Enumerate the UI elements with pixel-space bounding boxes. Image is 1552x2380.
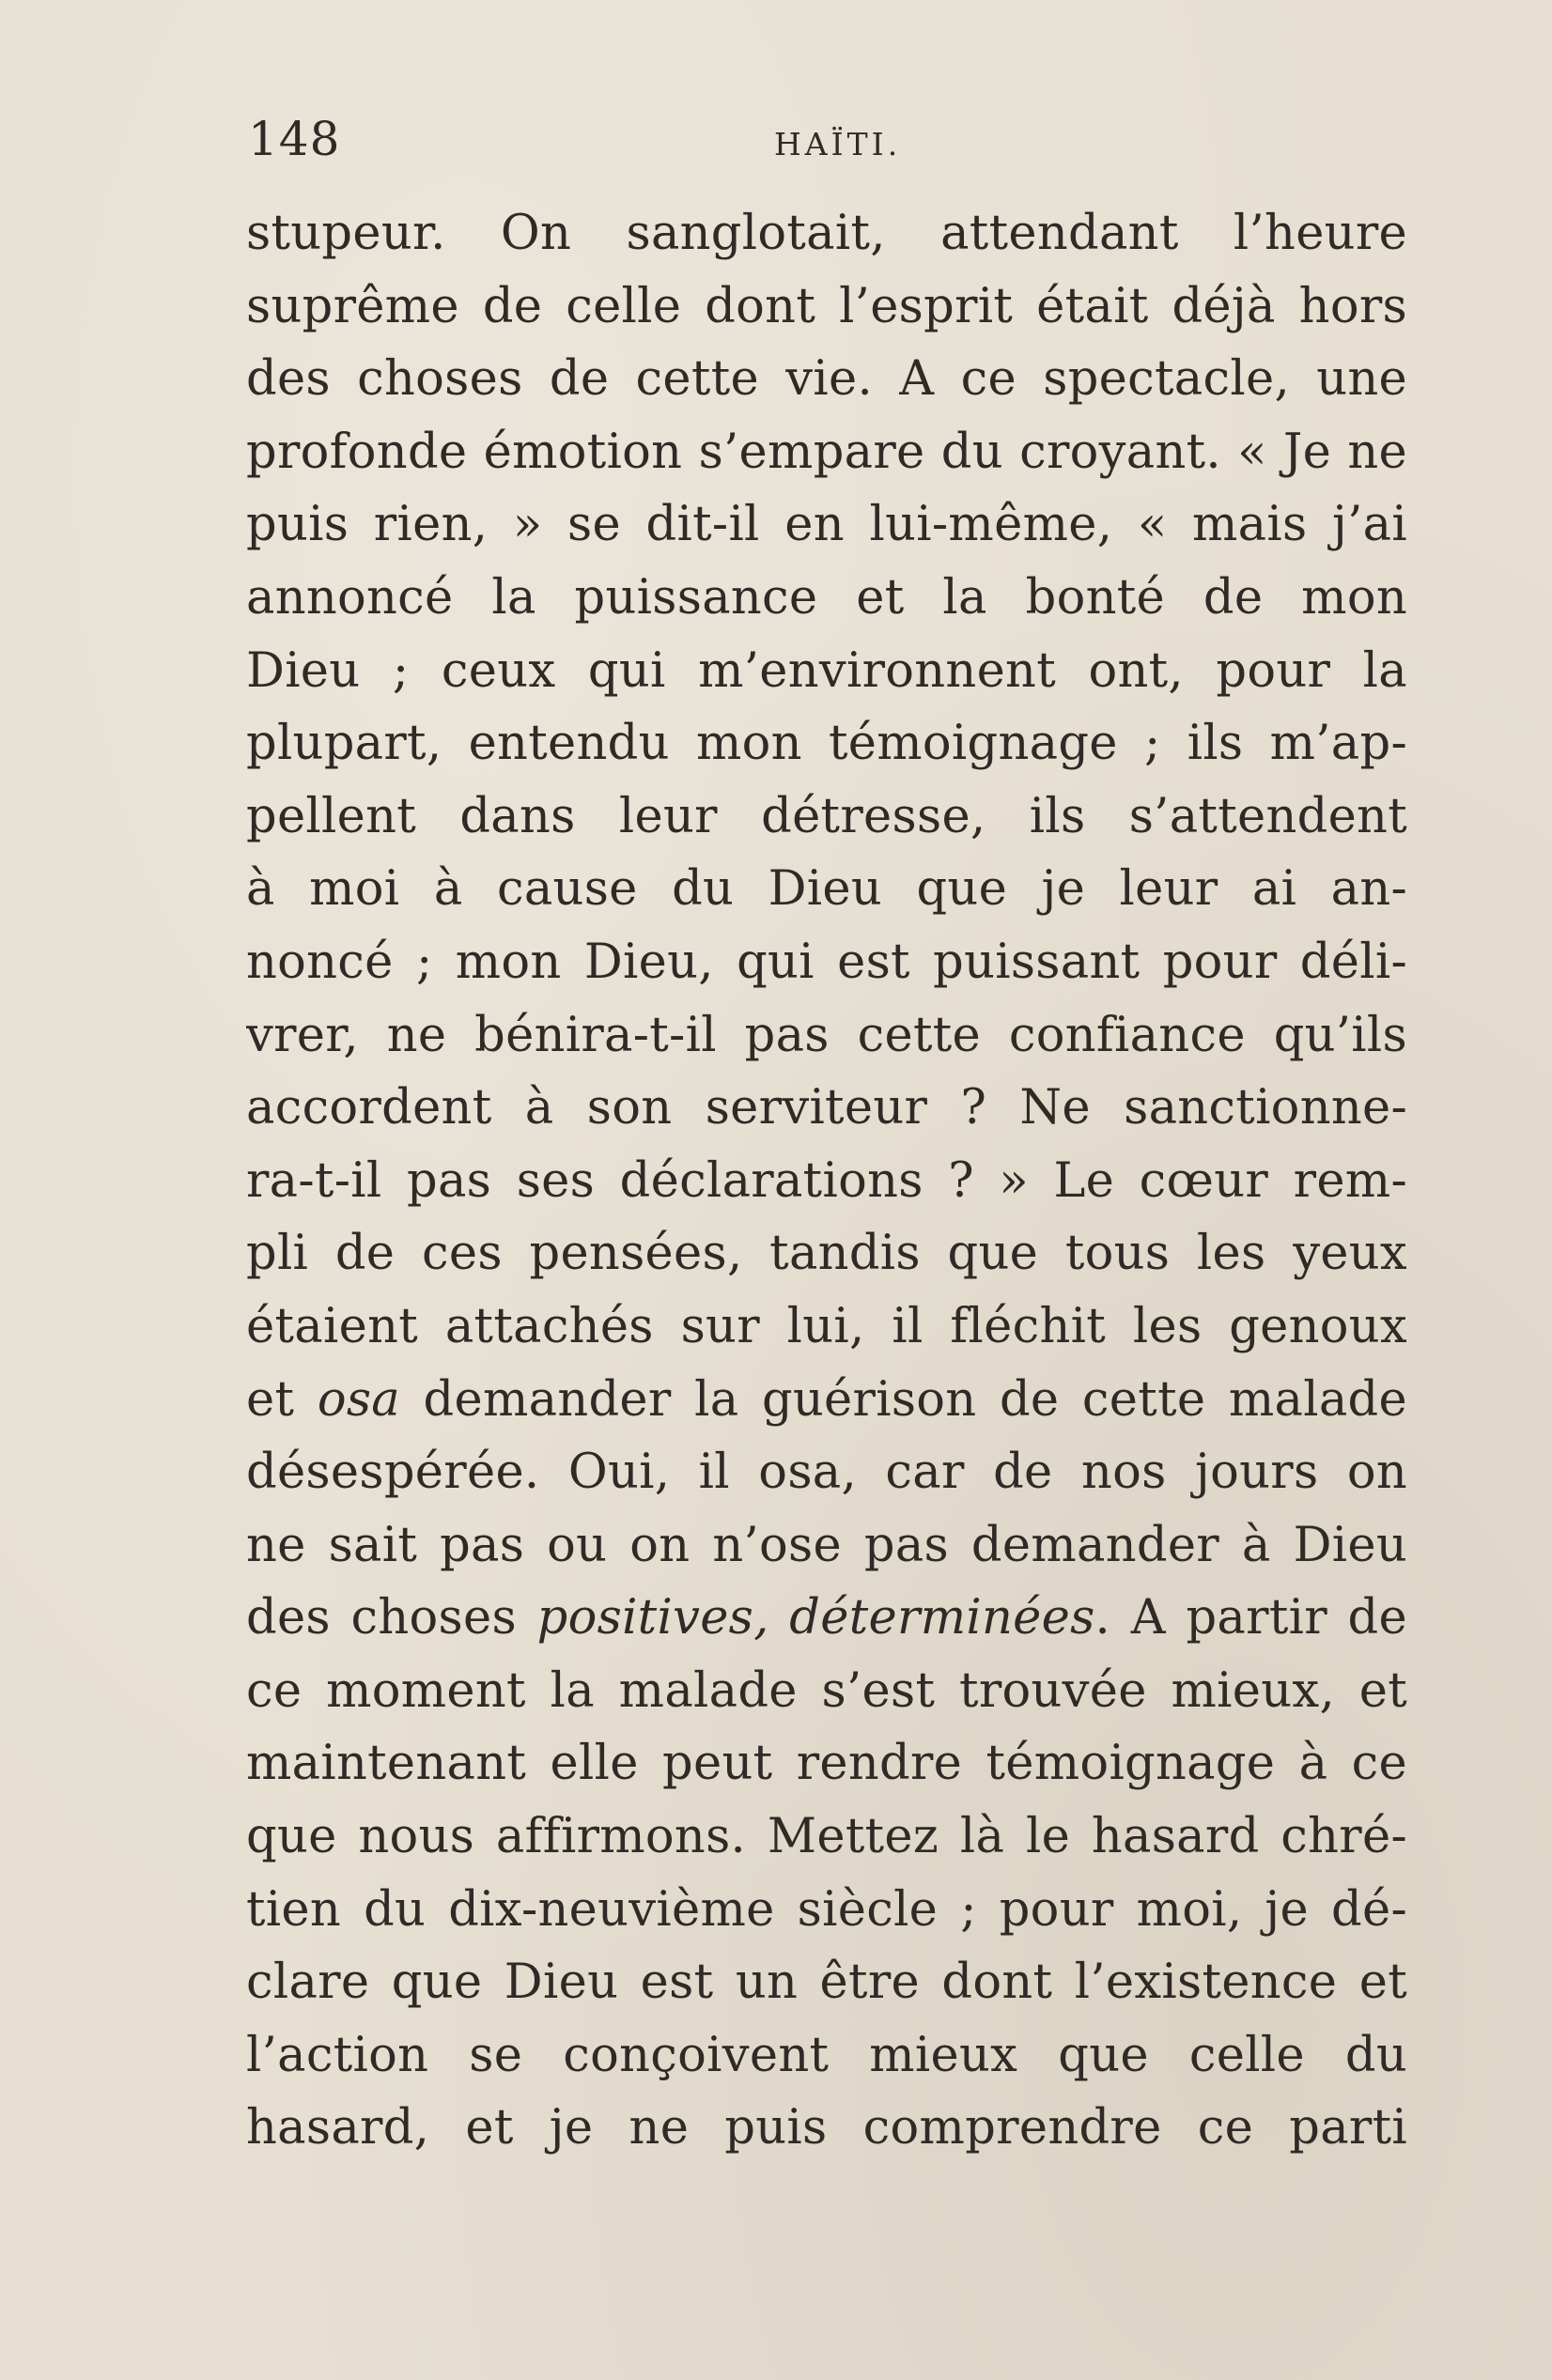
page-number: 148 bbox=[248, 112, 341, 166]
text-line: clare que Dieu est un être dont l’existence et bbox=[246, 1955, 1407, 2011]
running-title: HAÏTI. bbox=[774, 126, 902, 162]
text-line: hasard, et je ne puis comprendre ce parti bbox=[246, 2100, 1407, 2156]
text-line: désespérée. Oui, il osa, car de nos jours on bbox=[246, 1445, 1407, 1501]
text-line: Dieu ; ceux qui m’environnent ont, pour la bbox=[246, 642, 1407, 699]
text-line: que nous affirmons. Mettez là le hasard chré- bbox=[246, 1809, 1407, 1865]
text-line: suprême de celle dont l’esprit était déjà hors bbox=[246, 278, 1407, 334]
text-line: ce moment la malade s’est trouvée mieux, et bbox=[246, 1662, 1407, 1719]
text-line: pellent dans leur détresse, ils s’attendent bbox=[246, 788, 1407, 844]
text-line: l’action se conçoivent mieux que celle du bbox=[246, 2027, 1407, 2083]
emphasis-text: osa bbox=[317, 1371, 400, 1428]
text-line: maintenant elle peut rendre témoignage à ce bbox=[246, 1736, 1407, 1792]
text-line: ra-t-il pas ses déclarations ? » Le cœur rem- bbox=[246, 1152, 1407, 1209]
text-line: des choses positives, déterminées. A partir de bbox=[246, 1590, 1407, 1646]
text-line: accordent à son serviteur ? Ne sanctionne- bbox=[246, 1080, 1407, 1136]
body-text bbox=[246, 197, 1407, 2165]
text-line: vrer, ne bénira-t-il pas cette confiance qu’ils bbox=[246, 1007, 1407, 1063]
text-line: ne sait pas ou on n’ose pas demander à Dieu bbox=[246, 1517, 1407, 1573]
text-line: étaient attachés sur lui, il fléchit les genoux bbox=[246, 1298, 1407, 1354]
text-line: stupeur. On sanglotait, attendant l’heure bbox=[246, 206, 1407, 261]
text-line: noncé ; mon Dieu, qui est puissant pour déli- bbox=[246, 934, 1407, 990]
text-line: puis rien, » se dit-il en lui-même, « mais j’ai bbox=[246, 497, 1407, 553]
text-line: et osa demander la guérison de cette malade bbox=[246, 1371, 1407, 1428]
running-head bbox=[248, 111, 1405, 167]
emphasis-text: positives, déterminées bbox=[536, 1590, 1095, 1646]
text-line: des choses de cette vie. A ce spectacle, une bbox=[246, 351, 1407, 408]
text-line: profonde émotion s’empare du croyant. « Je ne bbox=[246, 424, 1407, 480]
text-line: pli de ces pensées, tandis que tous les yeux bbox=[246, 1226, 1407, 1282]
text-line: tien du dix-neuvième siècle ; pour moi, je dé- bbox=[246, 1881, 1407, 1938]
text-line: plupart, entendu mon témoignage ; ils m’ap- bbox=[246, 716, 1407, 772]
text-line: à moi à cause du Dieu que je leur ai an- bbox=[246, 861, 1407, 918]
text-line: annoncé la puissance et la bonté de mon bbox=[246, 569, 1407, 626]
